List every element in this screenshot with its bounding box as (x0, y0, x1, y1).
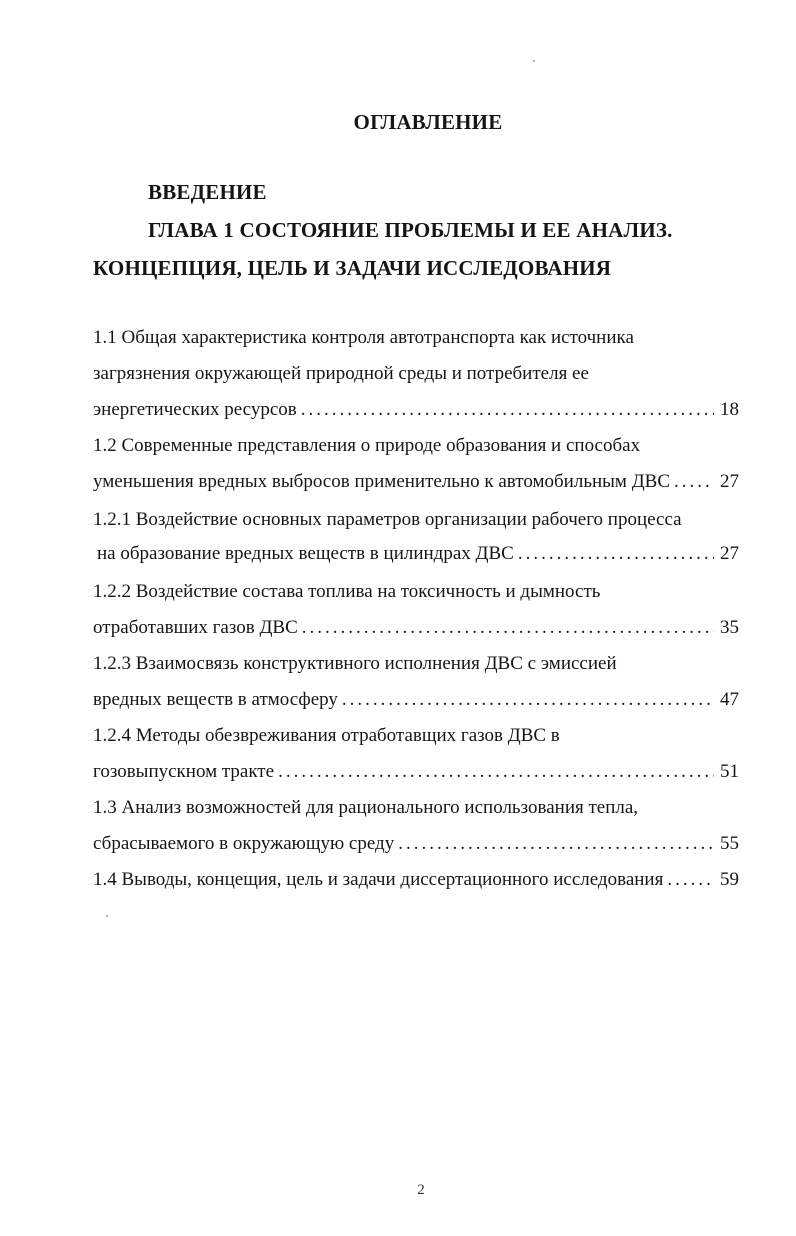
toc-entry-1-2-2 (93, 616, 739, 640)
toc-entry-1-2-2-line1: 1.2.2 Воздействие состава топлива на токсичность и дымность (93, 581, 601, 602)
toc-entry-text: сбрасываемого в окружающую среду (93, 833, 395, 854)
toc-entry-text: гозовыпускном тракте (93, 761, 275, 782)
dot-leader (667, 868, 714, 892)
toc-entry-1-2-3-line1: 1.2.3 Взаимосвязь конструктивного исполнения ДВС с эмиссией (93, 653, 617, 674)
toc-entry-text: уменьшения вредных выбросов применительно к автомобильным ДВС (93, 471, 671, 492)
toc-entry-1-2-3 (93, 688, 739, 712)
toc-entry-1-2 (93, 470, 739, 494)
chapter1-heading-line2: КОНЦЕПЦИЯ, ЦЕЛЬ И ЗАДАЧИ ИССЛЕДОВАНИЯ (93, 256, 612, 280)
toc-entry-1-1-line1: 1.1 Общая характеристика контроля автотранспорта как источника (93, 327, 634, 348)
toc-entry-1-2-4 (93, 760, 739, 784)
toc-entry-text: 1.4 Выводы, концещия, цель и задачи диссертационного исследования (93, 869, 664, 890)
toc-entry-1-2-line1: 1.2 Современные представления о природе образования и способах (93, 435, 641, 456)
dot-leader (302, 616, 714, 640)
toc-entry-1-4 (93, 868, 739, 892)
toc-entry-1-3-line1: 1.3 Анализ возможностей для рационального использования тепла, (93, 797, 639, 818)
dot-leader (301, 398, 714, 422)
toc-title: ОГЛАВЛЕНИЕ (353, 110, 503, 134)
scan-speck (533, 60, 535, 62)
dot-leader (398, 832, 714, 856)
toc-page-number: 51 (720, 761, 739, 782)
toc-page-number: 47 (720, 689, 739, 710)
dot-leader (518, 542, 714, 566)
scan-speck (106, 915, 108, 917)
toc-page-number: 35 (720, 617, 739, 638)
dot-leader (278, 760, 714, 784)
toc-entry-1-1 (93, 398, 739, 422)
page-number: 2 (417, 1182, 425, 1198)
toc-entry-text: энергетических ресурсов (93, 399, 297, 420)
dot-leader (674, 470, 714, 494)
toc-page-number: 27 (720, 471, 739, 492)
toc-page-number: 55 (720, 833, 739, 854)
toc-entry-1-2-1-line1: 1.2.1 Воздействие основных параметров организации рабочего процесса (93, 509, 682, 530)
toc-entry-1-3 (93, 832, 739, 856)
intro-heading: ВВЕДЕНИЕ (148, 180, 267, 204)
toc-entry-1-1-line2: загрязнения окружающей природной среды и потребителя ее (93, 363, 589, 384)
toc-entry-text: отработавших газов ДВС (93, 617, 298, 638)
toc-entry-1-2-1 (97, 542, 739, 566)
toc-entry-text: на образование вредных веществ в цилиндрах ДВС (97, 543, 514, 564)
toc-page-number: 59 (720, 869, 739, 890)
toc-page-number: 18 (720, 399, 739, 420)
toc-entry-text: вредных веществ в атмосферу (93, 689, 338, 710)
chapter1-heading-line1: ГЛАВА 1 СОСТОЯНИЕ ПРОБЛЕМЫ И ЕЕ АНАЛИЗ. (148, 218, 673, 242)
toc-entry-1-2-4-line1: 1.2.4 Методы обезвреживания отработавщих газов ДВС в (93, 725, 560, 746)
toc-page-number: 27 (720, 543, 739, 564)
dot-leader (342, 688, 714, 712)
